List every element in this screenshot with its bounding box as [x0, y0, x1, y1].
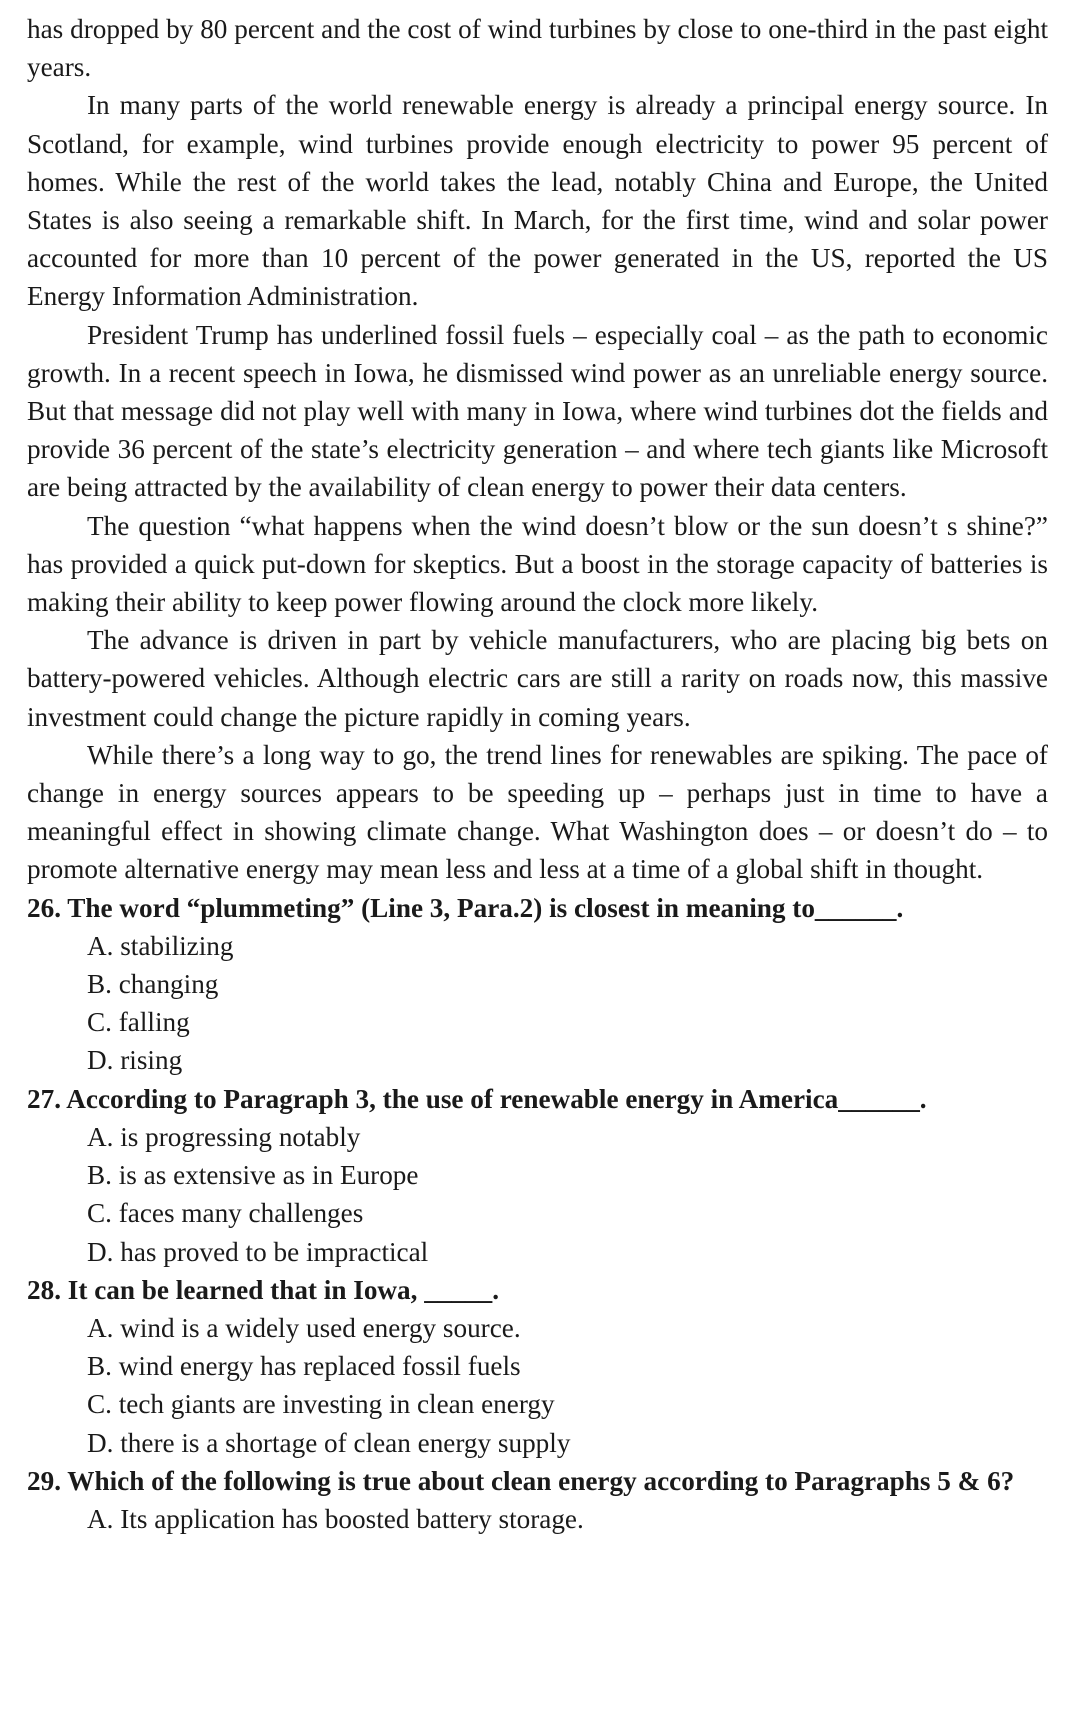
option-a: A. Its application has boosted battery storage. [87, 1503, 584, 1534]
option-c: C. falling [87, 1007, 190, 1038]
passage-paragraph-2: In many parts of the world renewable energy is already a principal energy source. In Scotland, for example, wind turbines provide enough electricity to power 95 percent of homes. While the rest of the world takes the lead, notably China and Europe, the United States is also seeing a remarkable shift. In March, for the first time, wind and solar power accounted for more than 10 percent of the power generated in the US, reported the US Energy Information Administration. [27, 90, 1048, 312]
option-a: A. wind is a widely used energy source. [87, 1312, 521, 1343]
passage-paragraph-6: While there’s a long way to go, the trend lines for renewables are spiking. The pace of change in energy sources appears to be speeding up – perhaps just in time to have a meaningful effect in showing climate change. What Washington does – or doesn’t do – to promote alternative energy may mean less and less at a time of a global shift in thought. [27, 739, 1048, 885]
question-28 [27, 1271, 1048, 1462]
option-list [27, 927, 1048, 1080]
option-b: B. is as extensive as in Europe [87, 1160, 419, 1191]
passage-paragraph-5: The advance is driven in part by vehicle manufacturers, who are placing big bets on battery-powered vehicles. Although electric cars are still a rarity on roads now, this massive investment could change the picture rapidly in coming years. [27, 625, 1048, 732]
option-list [27, 1500, 1048, 1538]
document-page [27, 10, 1048, 1538]
option-b: B. changing [87, 969, 219, 1000]
option-d: D. rising [87, 1045, 183, 1076]
question-stem: 28. It can be learned that in Iowa, _____. [27, 1274, 500, 1305]
question-stem: 29. Which of the following is true about clean energy according to Paragraphs 5 & 6? [27, 1465, 1015, 1496]
option-a: A. is progressing notably [87, 1121, 361, 1152]
option-d: D. has proved to be impractical [87, 1236, 429, 1267]
passage-paragraph-3: President Trump has underlined fossil fuels – especially coal – as the path to economic growth. In a recent speech in Iowa, he dismissed wind power as an unreliable energy source. But that message did not play well with many in Iowa, where wind turbines dot the fields and provide 36 percent of the state’s electricity generation – and where tech giants like Microsoft are being attracted by the availability of clean energy to power their data centers. [27, 319, 1048, 503]
question-stem: 27. According to Paragraph 3, the use of renewable energy in America______. [27, 1083, 927, 1114]
question-27 [27, 1080, 1048, 1271]
option-c: C. faces many challenges [87, 1198, 364, 1229]
passage-paragraph-1: has dropped by 80 percent and the cost of wind turbines by close to one-third in the past eight years. [27, 14, 1048, 83]
option-b: B. wind energy has replaced fossil fuels [87, 1351, 521, 1382]
option-list [27, 1118, 1048, 1271]
question-26 [27, 889, 1048, 1080]
passage-paragraph-4: The question “what happens when the wind doesn’t blow or the sun doesn’t s shine?” has provided a quick put-down for skeptics. But a boost in the storage capacity of batteries is making their ability to keep power flowing around the clock more likely. [27, 510, 1048, 618]
option-c: C. tech giants are investing in clean energy [87, 1389, 555, 1420]
option-d: D. there is a shortage of clean energy supply [87, 1427, 571, 1458]
question-29 [27, 1462, 1048, 1538]
question-stem: 26. The word “plummeting” (Line 3, Para.2) is closest in meaning to______. [27, 892, 904, 923]
reading-passage [27, 10, 1048, 889]
option-a: A. stabilizing [87, 930, 234, 961]
option-list [27, 1309, 1048, 1462]
